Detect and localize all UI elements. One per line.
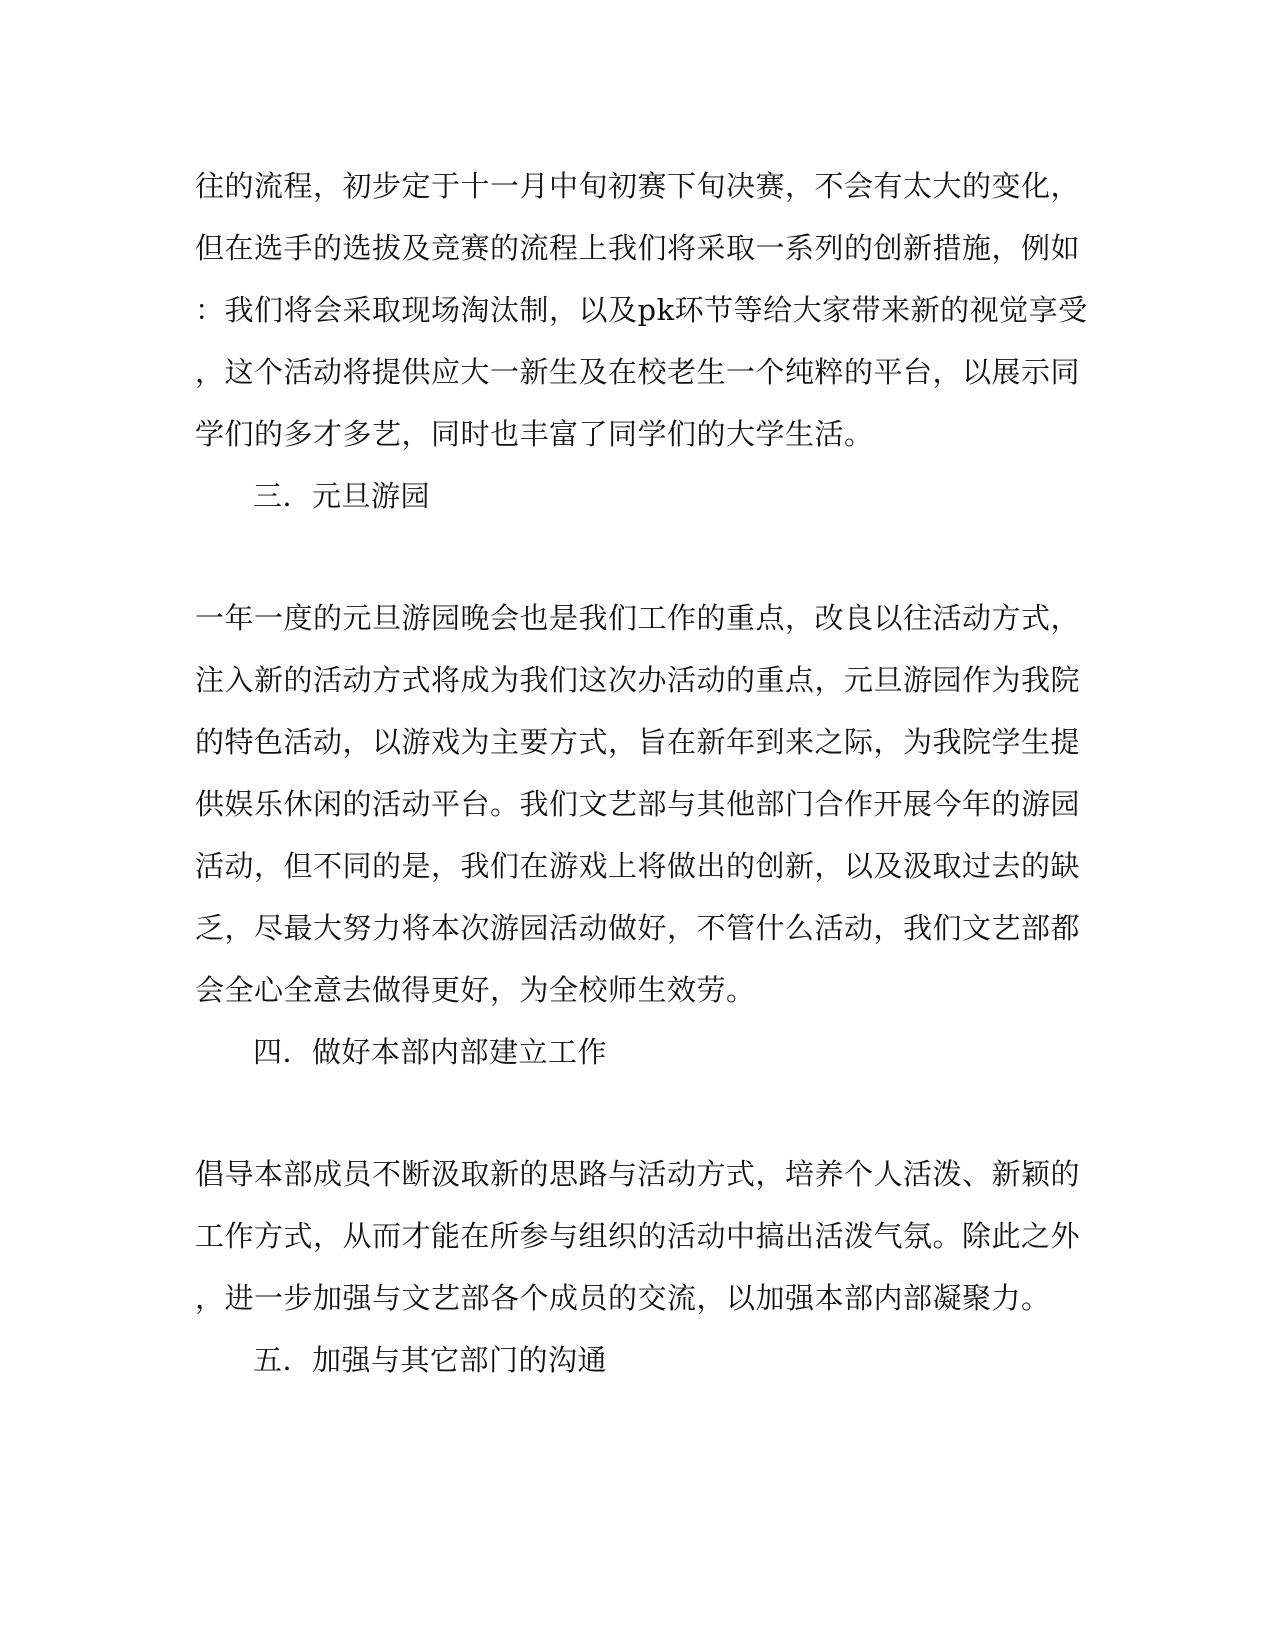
paragraph-2-line-3: 的特色活动，以游戏为主要方式，旨在新年到来之际，为我院学生提: [195, 725, 1081, 759]
paragraph-1-line-3: ：我们将会采取现场淘汰制，以及pk环节等给大家带来新的视觉享受: [195, 293, 1088, 327]
section-heading-3: 三．元旦游园: [253, 479, 431, 513]
paragraph-2-line-6: 乏，尽最大努力将本次游园活动做好，不管什么活动，我们文艺部都: [195, 911, 1081, 945]
paragraph-1-line-1: 往的流程，初步定于十一月中旬初赛下旬决赛，不会有太大的变化，: [195, 169, 1081, 203]
paragraph-1-line-2: 但在选手的选拔及竞赛的流程上我们将采取一系列的创新措施，例如: [195, 231, 1081, 265]
paragraph-2-line-5: 活动，但不同的是，我们在游戏上将做出的创新，以及汲取过去的缺: [195, 849, 1081, 883]
paragraph-2-line-4: 供娱乐休闲的活动平台。我们文艺部与其他部门合作开展今年的游园: [195, 787, 1081, 821]
paragraph-2-line-2: 注入新的活动方式将成为我们这次办活动的重点，元旦游园作为我院: [195, 663, 1081, 697]
paragraph-1-line-5: 学们的多才多艺，同时也丰富了同学们的大学生活。: [195, 417, 874, 451]
section-heading-5: 五．加强与其它部门的沟通: [253, 1343, 608, 1377]
paragraph-3-line-1: 倡导本部成员不断汲取新的思路与活动方式，培养个人活泼、新颖的: [195, 1157, 1081, 1191]
paragraph-1-line-4: ，这个活动将提供应大一新生及在校老生一个纯粹的平台，以展示同: [195, 355, 1081, 389]
paragraph-3-line-2: 工作方式，从而才能在所参与组织的活动中搞出活泼气氛。除此之外: [195, 1219, 1081, 1253]
paragraph-2-line-7: 会全心全意去做得更好，为全校师生效劳。: [195, 973, 756, 1007]
section-heading-4: 四．做好本部内部建立工作: [253, 1035, 608, 1069]
paragraph-3-line-3: ，进一步加强与文艺部各个成员的交流，以加强本部内部凝聚力。: [195, 1281, 1051, 1315]
paragraph-2-line-1: 一年一度的元旦游园晚会也是我们工作的重点，改良以往活动方式，: [195, 601, 1081, 635]
